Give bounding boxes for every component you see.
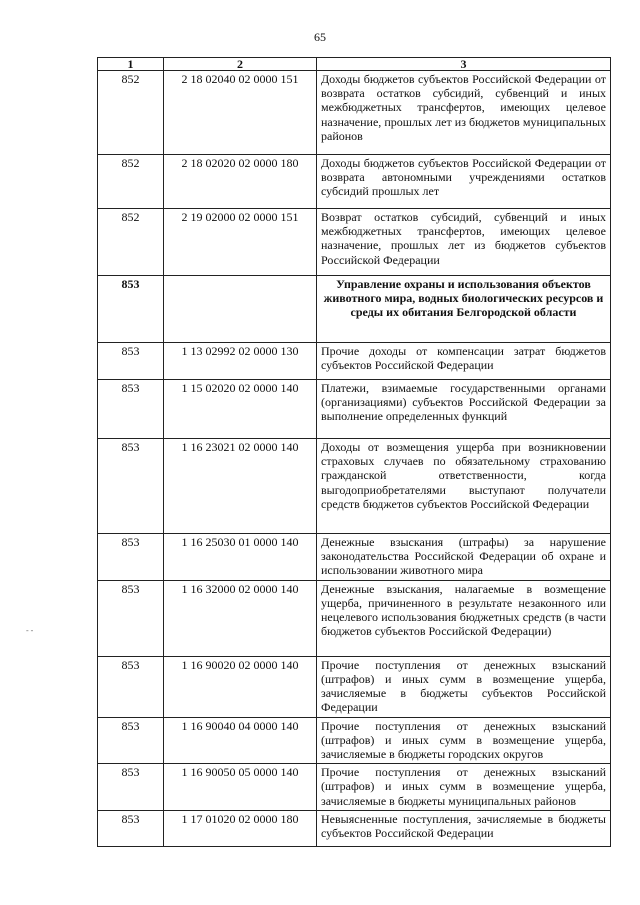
- table-row: [98, 764, 611, 811]
- table-row: [98, 717, 611, 764]
- header-col-3: 3: [317, 58, 611, 71]
- admin-code-cell: 853: [98, 764, 164, 811]
- table-row: [98, 656, 611, 717]
- admin-code-cell: 853: [98, 439, 164, 534]
- budget-code-cell: 1 16 32000 02 0000 140: [164, 580, 317, 656]
- admin-code-cell: 853: [98, 534, 164, 581]
- budget-code-cell: 1 16 90040 04 0000 140: [164, 717, 317, 764]
- admin-code-cell: 852: [98, 71, 164, 155]
- income-name-cell: Доходы бюджетов субъектов Российской Федерации от возврата автономными учреждениями остатков субсидий прошлых лет: [317, 155, 611, 209]
- table-row: [98, 580, 611, 656]
- admin-code-cell: 852: [98, 209, 164, 276]
- admin-code-cell: 853: [98, 717, 164, 764]
- table-row-department: [98, 276, 611, 343]
- income-name-cell: Платежи, взимаемые государственными органами (организациями) субъектов Российской Федерации за выполнение определенных функций: [317, 380, 611, 439]
- budget-code-cell: 2 18 02040 02 0000 151: [164, 71, 317, 155]
- income-name-cell: Денежные взыскания (штрафы) за нарушение законодательства Российской Федерации об охране и использовании животного мира: [317, 534, 611, 581]
- income-name-cell: Прочие поступления от денежных взысканий (штрафов) и иных сумм в возмещение ущерба, зачисляемые в бюджеты городских округов: [317, 717, 611, 764]
- table-row: [98, 810, 611, 846]
- table-row: [98, 71, 611, 155]
- budget-code-cell: 1 16 90050 05 0000 140: [164, 764, 317, 811]
- income-name-cell: Доходы от возмещения ущерба при возникновении страховых случаев по обязательному страхованию гражданской ответственности, когда выгодоприобретателями выступают получатели средств бюджетов субъектов Российской Федерации: [317, 439, 611, 534]
- budget-code-cell: 2 19 02000 02 0000 151: [164, 209, 317, 276]
- table-header-row: [98, 58, 611, 71]
- table-row: [98, 534, 611, 581]
- admin-code-cell: 853: [98, 810, 164, 846]
- table-row: [98, 380, 611, 439]
- page-number: 65: [314, 30, 326, 44]
- budget-code-cell: 1 17 01020 02 0000 180: [164, 810, 317, 846]
- table-row: [98, 155, 611, 209]
- budget-code-cell: 1 16 23021 02 0000 140: [164, 439, 317, 534]
- table-row: [98, 439, 611, 534]
- margin-mark: - -: [26, 626, 34, 635]
- budget-code-cell: [164, 276, 317, 343]
- header-col-1: 1: [98, 58, 164, 71]
- budget-code-cell: 1 16 90020 02 0000 140: [164, 656, 317, 717]
- income-name-cell: Возврат остатков субсидий, субвенций и иных межбюджетных трансфертов, имеющих целевое назначение, прошлых лет из бюджетов субъектов Российской Федерации: [317, 209, 611, 276]
- admin-code-cell: 853: [98, 343, 164, 380]
- revenue-codes-table: [97, 57, 611, 847]
- admin-code-cell: 852: [98, 155, 164, 209]
- budget-code-cell: 1 15 02020 02 0000 140: [164, 380, 317, 439]
- admin-code-cell: 853: [98, 276, 164, 343]
- admin-code-cell: 853: [98, 580, 164, 656]
- admin-code-cell: 853: [98, 380, 164, 439]
- table-row: [98, 343, 611, 380]
- budget-code-cell: 1 16 25030 01 0000 140: [164, 534, 317, 581]
- department-name-cell: Управление охраны и использования объектов животного мира, водных биологических ресурсов и среды их обитания Белгородской области: [317, 276, 611, 343]
- income-name-cell: Денежные взыскания, налагаемые в возмещение ущерба, причиненного в результате незаконного или нецелевого использования бюджетных средств (в части бюджетов субъектов Российской Федерации): [317, 580, 611, 656]
- income-name-cell: Невыясненные поступления, зачисляемые в бюджеты субъектов Российской Федерации: [317, 810, 611, 846]
- income-name-cell: Прочие поступления от денежных взысканий (штрафов) и иных сумм в возмещение ущерба, зачисляемые в бюджеты муниципальных районов: [317, 764, 611, 811]
- table-row: [98, 209, 611, 276]
- budget-code-cell: 2 18 02020 02 0000 180: [164, 155, 317, 209]
- admin-code-cell: 853: [98, 656, 164, 717]
- income-name-cell: Прочие доходы от компенсации затрат бюджетов субъектов Российской Федерации: [317, 343, 611, 380]
- income-name-cell: Доходы бюджетов субъектов Российской Федерации от возврата остатков субсидий, субвенций и иных межбюджетных трансфертов, имеющих целевое назначение, прошлых лет из бюджетов муниципальных районов: [317, 71, 611, 155]
- income-name-cell: Прочие поступления от денежных взысканий (штрафов) и иных сумм в возмещение ущерба, зачисляемые в бюджеты субъектов Российской Федерации: [317, 656, 611, 717]
- header-col-2: 2: [164, 58, 317, 71]
- budget-code-cell: 1 13 02992 02 0000 130: [164, 343, 317, 380]
